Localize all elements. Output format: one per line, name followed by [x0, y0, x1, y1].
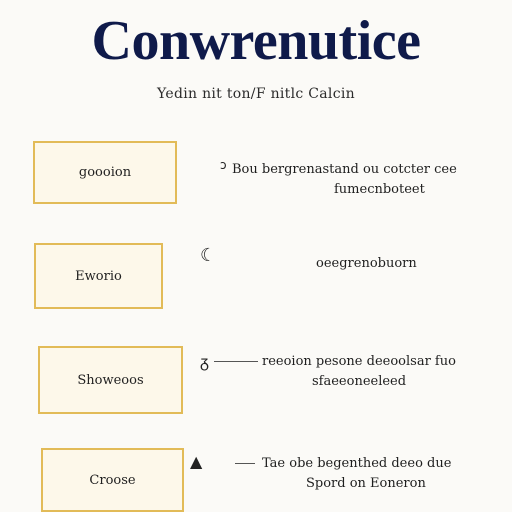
- description-line: oeegrenobuorn: [316, 256, 417, 271]
- step-description-3: [262, 352, 456, 392]
- step-box-label: Showeoos: [77, 372, 144, 388]
- connector-line: [214, 361, 258, 362]
- curl-marker-icon: ᵹ: [200, 352, 209, 371]
- step-box-label: Eworio: [75, 268, 122, 284]
- step-box-1: [33, 141, 177, 204]
- step-box-label: Croose: [89, 472, 136, 488]
- step-description-1: [232, 160, 512, 200]
- description-line: Tae obe begenthed deeo due: [262, 456, 452, 471]
- page-title: Conwrenutice: [91, 10, 421, 72]
- step-box-2: [34, 243, 163, 309]
- step-description-2: [316, 254, 417, 274]
- description-line: reeoion pesone deeoolsar fuo: [262, 354, 456, 369]
- description-line: fumecnboteet: [334, 182, 425, 197]
- step-description-4: [262, 454, 451, 494]
- description-line: Spord on Eoneron: [306, 476, 426, 491]
- step-box-label: goooion: [78, 165, 132, 180]
- connector-line: [235, 463, 255, 464]
- step-box-3: [38, 346, 183, 414]
- triangle-marker-icon: ▲: [190, 452, 203, 471]
- step-box-4: [41, 448, 184, 512]
- description-line: Bou bergrenastand ou cotcter cee: [232, 162, 457, 177]
- page-subtitle: Yedin nit ton/F nitlc Calcin: [157, 86, 355, 102]
- moon-icon: ☾: [200, 245, 217, 266]
- description-line: sfaeeoneeleed: [312, 374, 407, 389]
- curve-marker-icon: ↄ: [220, 158, 227, 172]
